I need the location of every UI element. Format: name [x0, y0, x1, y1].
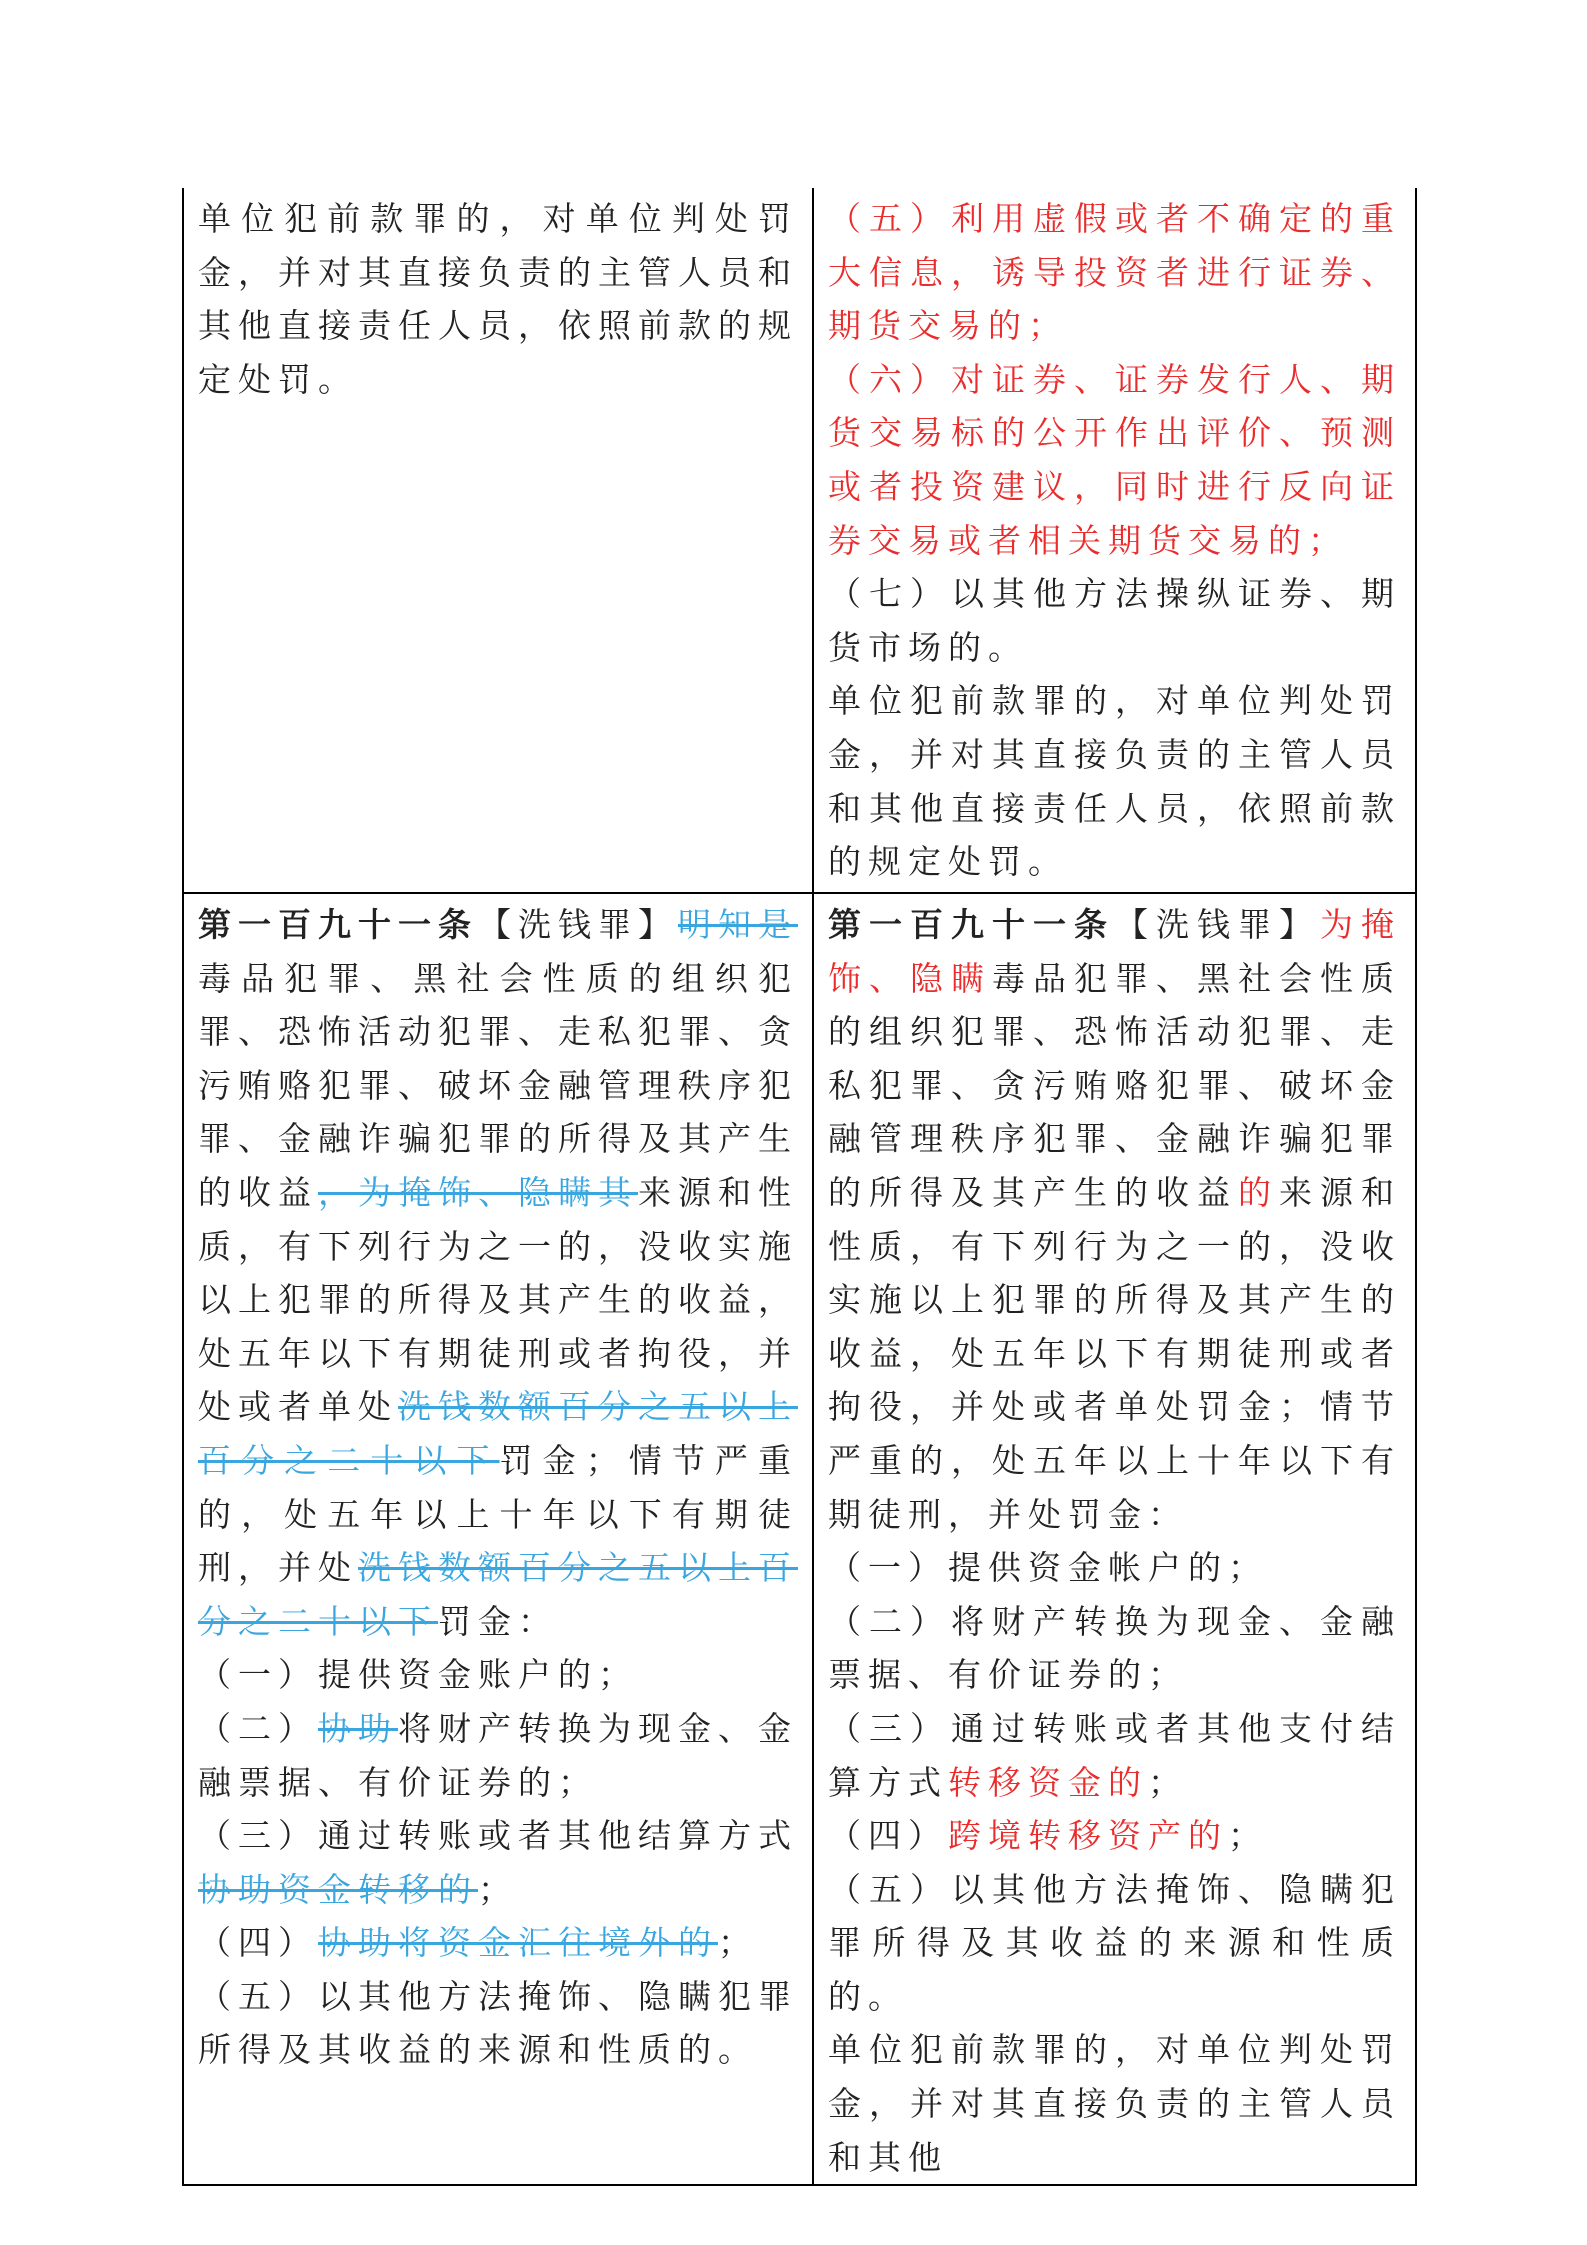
deleted-text: 洗钱数额百分之五以上百分之二十以下 — [198, 1548, 798, 1641]
paragraph — [198, 1809, 798, 1916]
text-segment: 罚金；情节严重的，处五年以上十年以下有期徒刑，并处 — [198, 1440, 799, 1588]
original-text-cell — [183, 188, 813, 893]
paragraph — [828, 898, 1401, 1541]
paragraph — [198, 898, 798, 1648]
text-segment: （五）以其他方法掩饰、隐瞒犯罪所得及其收益的来源和性质的。 — [828, 1869, 1401, 2016]
paragraph — [198, 1702, 798, 1809]
paragraph — [828, 1702, 1401, 1809]
text-segment: 第一百九十一条 — [828, 905, 1115, 944]
paragraph — [828, 1809, 1401, 1863]
text-segment: （二） — [198, 1708, 318, 1748]
text-segment: 毒品犯罪、黑社会性质的组织犯罪、恐怖活动犯罪、走私犯罪、贪污贿赂犯罪、破坏金融管理秩序犯罪、金融诈骗犯罪的所得及其产生的收益 — [828, 958, 1401, 1212]
text-segment: 单位犯前款罪的，对单位判处罚金，并对其直接负责的主管人员和其他直接责任人员，依照前款的规定处罚。 — [198, 199, 798, 399]
text-segment: （七）以其他方法操纵证券、期货市场的。 — [828, 574, 1401, 667]
text-segment: ； — [478, 1869, 518, 1909]
added-text: 跨境转移资产的 — [948, 1816, 1228, 1856]
paragraph — [828, 567, 1401, 674]
text-segment: （三）通过转账或者其他结算方式 — [198, 1816, 798, 1856]
added-text: 转移资金的 — [948, 1762, 1148, 1802]
deleted-text: 协助 — [318, 1708, 398, 1748]
text-segment: （一）提供资金账户的； — [198, 1655, 638, 1695]
paragraph — [198, 1970, 798, 2077]
text-segment: （五）以其他方法掩饰、隐瞒犯罪所得及其收益的来源和性质的。 — [198, 1976, 798, 2070]
text-segment: 来源和性质，有下列行为之一的，没收实施以上犯罪的所得及其产生的收益，处五年以下有期徒刑或者拘役，并处或者单处 — [198, 1172, 798, 1427]
amended-text-cell — [813, 188, 1416, 893]
added-text: （六）对证券、证券发行人、期货交易标的公开作出评价、预测或者投资建议，同时进行反向证券交易或者相关期货交易的； — [828, 359, 1401, 560]
text-segment: 第一百九十一条 — [198, 905, 478, 944]
added-text: 的 — [1238, 1172, 1279, 1212]
added-text: 为掩饰、隐瞒 — [828, 905, 1401, 998]
text-segment: ； — [1228, 1816, 1268, 1856]
table-row — [183, 893, 1416, 2185]
text-segment: ； — [1148, 1762, 1188, 1802]
deleted-text: 洗钱数额百分之五以上百分之二十以下 — [198, 1387, 798, 1480]
added-text: （五）利用虚假或者不确定的重大信息，诱导投资者进行证券、期货交易的； — [828, 199, 1401, 346]
paragraph — [198, 192, 798, 406]
comparison-table — [182, 188, 1417, 2186]
text-segment: 单位犯前款罪的，对单位判处罚金，并对其直接负责的主管人员和其他直接责任人员，依照前款的规定处罚。 — [828, 681, 1401, 882]
paragraph — [828, 1595, 1401, 1702]
paragraph — [828, 353, 1401, 567]
paragraph — [828, 1863, 1401, 2024]
text-segment: 毒品犯罪、黑社会性质的组织犯罪、恐怖活动犯罪、走私犯罪、贪污贿赂犯罪、破坏金融管理秩序犯罪、金融诈骗犯罪的所得及其产生的收益 — [198, 958, 798, 1212]
table-row — [183, 188, 1416, 893]
text-segment: （四） — [828, 1816, 948, 1856]
paragraph — [828, 674, 1401, 888]
text-segment: 罚金： — [438, 1601, 558, 1641]
text-segment: 单位犯前款罪的，对单位判处罚金，并对其直接负责的主管人员和其他 — [828, 2030, 1401, 2177]
original-text-cell — [183, 893, 813, 2185]
deleted-text: 协助将资金汇往境外的 — [318, 1923, 718, 1963]
text-segment: 【洗钱罪】 — [1115, 905, 1320, 944]
text-segment: （一）提供资金帐户的； — [828, 1548, 1268, 1588]
deleted-text: 明知是 — [678, 905, 798, 944]
text-segment: （三）通过转账或者其他支付结算方式 — [828, 1708, 1401, 1802]
deleted-text: ，为掩饰、隐瞒其 — [318, 1172, 638, 1212]
text-segment: ； — [718, 1923, 758, 1963]
deleted-text: 协助资金转移的 — [198, 1869, 478, 1909]
text-segment: （二）将财产转换为现金、金融票据、有价证券的； — [828, 1601, 1401, 1695]
amended-text-cell — [813, 893, 1416, 2185]
paragraph — [198, 1648, 798, 1702]
paragraph — [828, 1541, 1401, 1595]
text-segment: 将财产转换为现金、金融票据、有价证券的； — [198, 1708, 798, 1802]
paragraph — [828, 2023, 1401, 2184]
text-segment: 来源和性质，有下列行为之一的，没收实施以上犯罪的所得及其产生的收益，处五年以下有期徒刑或者拘役，并处或者单处罚金；情节严重的，处五年以上十年以下有期徒刑，并处罚金： — [828, 1172, 1401, 1534]
paragraph — [828, 192, 1401, 353]
text-segment: 【洗钱罪】 — [478, 905, 678, 944]
paragraph — [198, 1916, 798, 1970]
text-segment: （四） — [198, 1923, 318, 1963]
